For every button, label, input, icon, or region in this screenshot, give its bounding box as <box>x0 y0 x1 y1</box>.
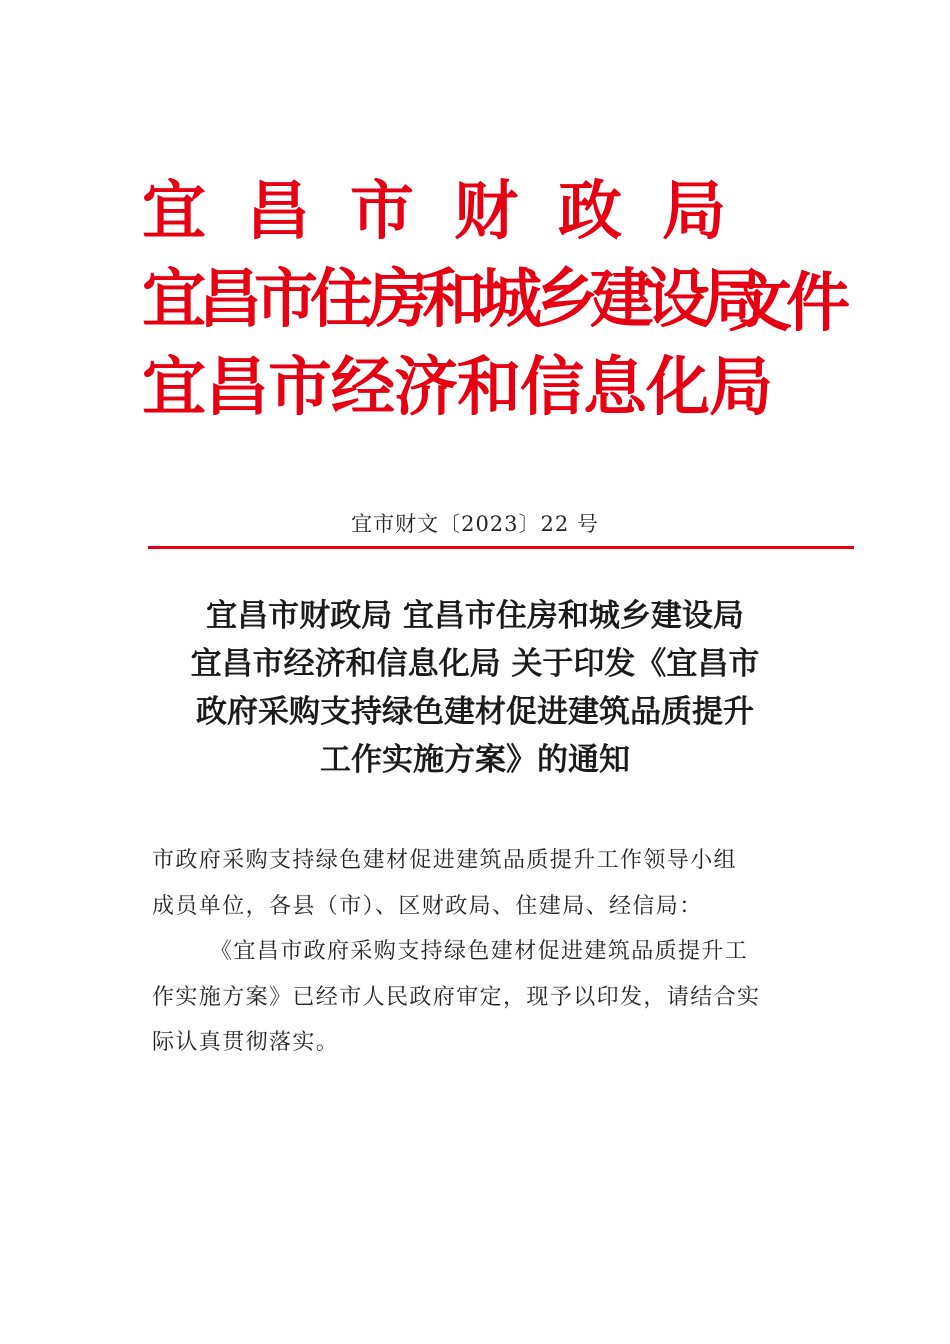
issuing-organizations <box>142 168 772 432</box>
title-line: 宜昌市经济和信息化局 关于印发《宜昌市 <box>190 646 760 682</box>
document-number: 宜市财文〔2023〕22 号 <box>351 512 599 536</box>
title-line: 宜昌市财政局 宜昌市住房和城乡建设局 <box>206 598 744 634</box>
document-body <box>152 838 802 1066</box>
red-separator-line <box>148 546 854 549</box>
addressee-line: 市政府采购支持绿色建材促进建筑品质提升工作领导小组 <box>152 848 738 873</box>
org-economy-information-bureau: 宜昌市经济和信息化局 <box>142 350 772 425</box>
document-title <box>130 592 820 784</box>
addressee-line: 成员单位，各县（市）、区财政局、住建局、经信局： <box>152 893 703 919</box>
paragraph-line: 作实施方案》已经市人民政府审定，现予以印发，请结合实 <box>152 984 761 1010</box>
org-finance-bureau: 宜昌市财政局 <box>142 174 766 249</box>
title-line: 政府采购支持绿色建材促进建筑品质提升 <box>196 694 754 730</box>
title-line: 工作实施方案》的通知 <box>320 742 630 778</box>
document-suffix: 文件 <box>728 266 844 341</box>
paragraph-line: 《宜昌市政府采购支持绿色建材促进建筑品质提升工 <box>210 939 749 964</box>
org-housing-construction-bureau: 宜昌市住房和城乡建设局 <box>142 262 758 337</box>
paragraph-line: 际认真贯彻落实。 <box>152 1030 340 1055</box>
